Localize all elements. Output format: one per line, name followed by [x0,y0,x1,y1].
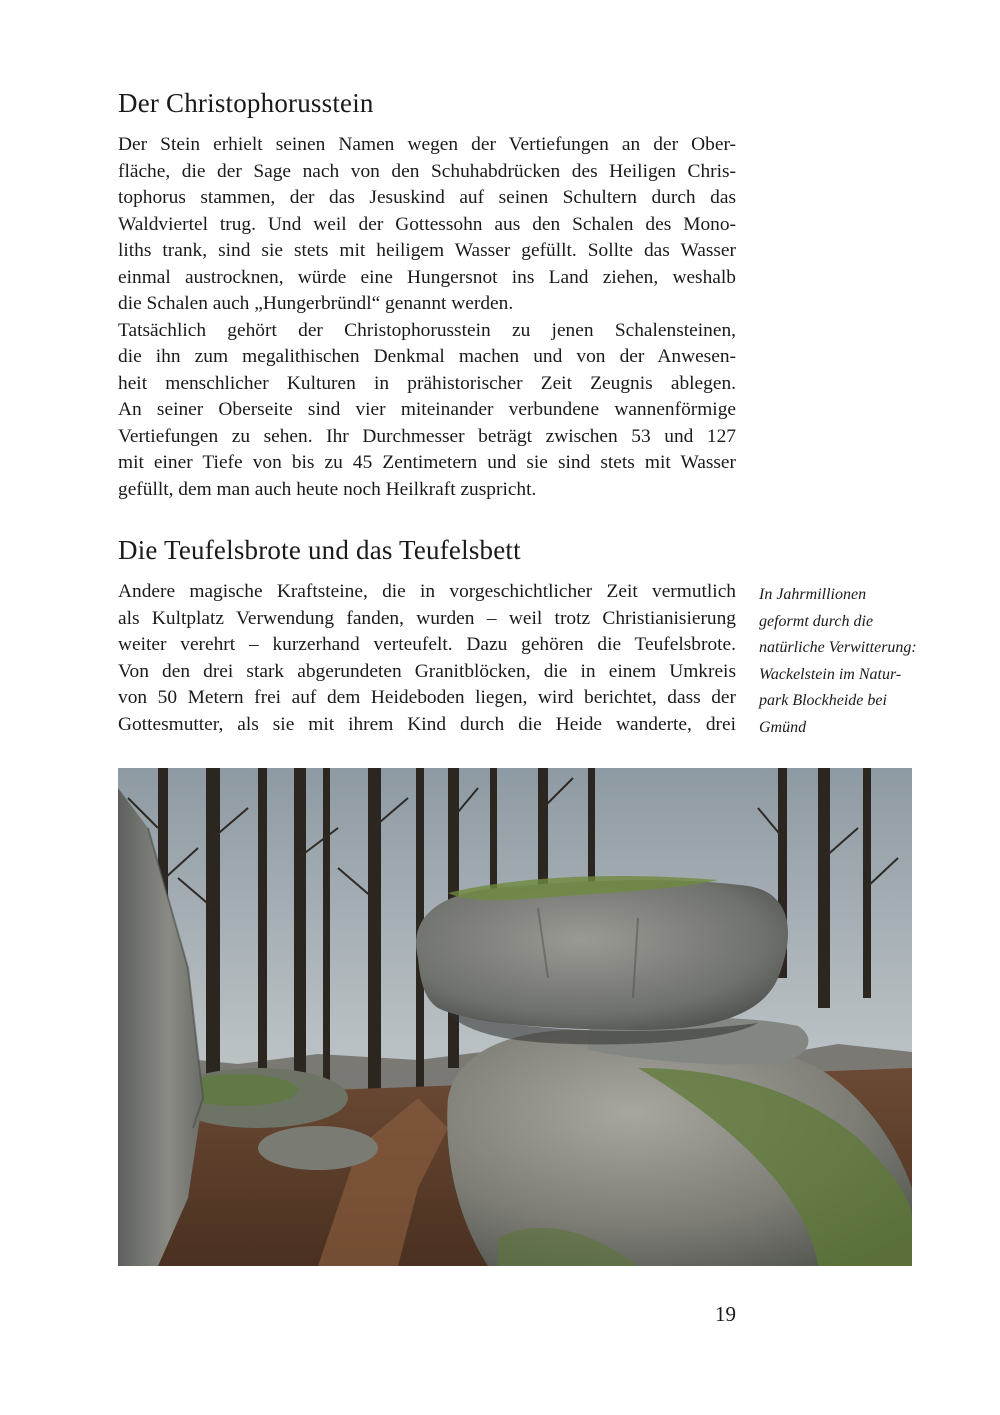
text-line: mit einer Tiefe von bis zu 45 Zentimetern und sie sind stets mit Wasser [118,452,736,473]
text-line: Gottesmutter, als sie mit ihrem Kind durch die Heide wanderte, drei [118,713,736,735]
section-heading-teufelsbrote: Die Teufelsbrote und das Teufelsbett [118,535,521,565]
text-line: einmal austrocknen, würde eine Hungersnot ins Land ziehen, weshalb [118,266,736,288]
text-line: die Schalen auch „Hungerbründl“ genannt werden. [118,293,514,314]
photo-caption [759,582,949,741]
text-line: weiter verehrt – kurzerhand verteufelt. Dazu gehören die Teufelsbrote. [118,634,736,655]
text-line: von 50 Metern frei auf dem Heideboden liegen, wird berichtet, dass der [118,687,736,708]
text-line: Andere magische Kraftsteine, die in vorgeschichtlicher Zeit vermutlich [118,581,736,602]
caption-line: natürliche Verwitterung: [759,639,917,656]
text-line: Vertiefungen zu sehen. Ihr Durchmesser beträgt zwischen 53 und 127 [118,425,736,447]
text-line: Von den drei stark abgerundeten Granitblöcken, die in einem Umkreis [118,660,736,682]
body-text-teufelsbrote [118,579,736,738]
text-line: als Kultplatz Verwendung fanden, wurden – weil trotz Christianisierung [118,607,736,629]
text-line: gefüllt, dem man auch heute noch Heilkraft zuspricht. [118,478,537,500]
caption-line: In Jahrmillionen [759,586,867,603]
page-number: 19 [715,1302,736,1326]
text-line: An seiner Oberseite sind vier miteinander verbundene wannenförmige [118,399,736,420]
caption-line: park Blockheide bei [759,692,887,709]
text-line: Der Stein erhielt seinen Namen wegen der Vertiefungen an der Ober- [118,134,736,155]
section-heading-christophorusstein: Der Christophorusstein [118,88,374,118]
body-text-christophorusstein [118,132,736,503]
text-line: heit menschlicher Kulturen in prähistorischer Zeit Zeugnis ablegen. [118,372,736,394]
caption-line: Gmünd [759,718,807,736]
text-line: Waldviertel trug. Und weil der Gottessohn aus den Schalen des Mono- [118,213,736,235]
caption-line: geformt durch die [759,612,874,630]
wackelstein-photo [118,768,912,1266]
text-line: Tatsächlich gehört der Christophorusstein zu jenen Schalensteinen, [118,319,736,341]
forest-boulder-illustration [118,768,912,1266]
text-line: fläche, die der Sage nach von den Schuhabdrücken des Heiligen Chris- [118,160,736,182]
text-line: tophorus stammen, der das Jesuskind auf seinen Schultern durch das [118,187,736,208]
caption-line: Wackelstein im Natur- [759,665,902,683]
text-line: die ihn zum megalithischen Denkmal machen und von der Anwesen- [118,346,736,367]
text-line: liths trank, sind sie stets mit heiligem Wasser gefüllt. Sollte das Wasser [118,240,736,261]
